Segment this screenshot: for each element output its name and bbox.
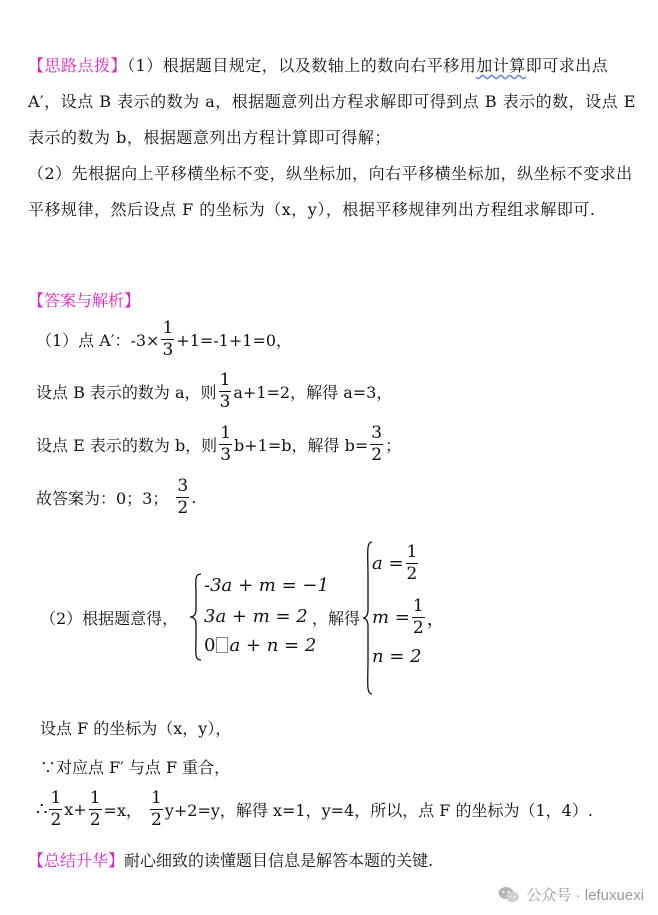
- hint-tag: 【思路点拨】: [28, 56, 128, 75]
- answer-line-3: 设点 E 表示的数为 b，则 $\frac{1}{3}$ b+1=b，解得 b= $\frac{3}{2}$ ；: [36, 423, 402, 465]
- answer-line-2: 设点 B 表示的数为 a，则 $\frac{1}{3}$ a+1=2，解得 a=3，: [36, 370, 393, 412]
- summary-tag: 【总结升华】: [28, 851, 125, 870]
- answer-line-5: 设点 F 的坐标为（x，y），: [40, 719, 232, 738]
- answer-tag: 【答案与解析】: [28, 291, 141, 310]
- solution-system: [372, 540, 472, 696]
- missing-glyph-box-icon: [216, 637, 228, 653]
- answer-line-7: ∴ $\frac{1}{2}$ x+ $\frac{1}{2}$ =x， $\frac{1}{2}$ y+2=y，解得 x=1，y=4，所以，点 F 的坐标为（1，4）.: [36, 788, 593, 830]
- answer-line-1: （1）点 A′：-3× $\frac{1}{3}$ +1=-1+1=0，: [36, 318, 293, 360]
- wechat-icon: [498, 886, 520, 904]
- answer-line-4: 故答案为：0；3； $\frac{3}{2}$ .: [36, 476, 197, 518]
- fraction-one-half: $\frac{1}{2}$: [150, 788, 162, 830]
- answer-line-6: ∵对应点 F′ 与点 F 重合，: [40, 758, 231, 777]
- solve-word: ，解得: [312, 609, 361, 628]
- fraction-one-half: $\frac{1}{2}$: [89, 788, 101, 830]
- hint-paragraph-1: 【思路点拨】（1）根据题目规定，以及数轴上的数向右平移用加计算即可求出点 A′，设点 B 表示的数为 a，根据题意列出方程求解即可得到点 B 表示的数，设点 E 表示的数为 b，根据题意列出方程计算即可得解；: [28, 56, 636, 147]
- fraction-three-halves: $\frac{3}{2}$: [177, 476, 189, 518]
- equation-system: [204, 572, 329, 662]
- part2-label: （2）根据题意得，: [40, 609, 179, 628]
- fraction-one-third: $\frac{1}{3}$: [219, 370, 231, 412]
- equation-row: -3a + m = −1: [204, 575, 329, 596]
- equation-row: 3a + m = 2: [204, 606, 308, 627]
- hint-paragraph-2: （2）先根据向上平移横坐标不变，纵坐标加，向右平移横坐标加，纵坐标不变求出平移规律，然后设点 F 的坐标为（x，y），根据平移规律列出方程组求解即可.: [28, 164, 633, 219]
- fraction-one-half: $\frac{1}{2}$: [50, 788, 62, 830]
- solution-row: m = $\frac{1}{2}$ ，: [372, 596, 445, 638]
- spell-check-underline: 加计算: [476, 56, 526, 75]
- fraction-three-halves: $\frac{3}{2}$: [371, 423, 383, 465]
- summary-line: 【总结升华】 耐心细致的读懂题目信息是解答本题的关键.: [28, 848, 433, 871]
- watermark-text: 公众号 · lefuxuexi: [526, 887, 644, 904]
- equation-row: 0 a + n = 2: [204, 635, 317, 656]
- fraction-one-half: $\frac{1}{2}$: [412, 596, 424, 638]
- solution-row: a = $\frac{1}{2}$: [372, 542, 418, 584]
- fraction-one-half: $\frac{1}{2}$: [406, 542, 418, 584]
- solution-row: n = 2: [372, 646, 422, 667]
- left-brace-icon: [188, 572, 204, 662]
- fraction-one-third: $\frac{1}{3}$: [162, 318, 174, 360]
- fraction-one-third: $\frac{1}{3}$: [220, 423, 232, 465]
- watermark: [498, 884, 644, 905]
